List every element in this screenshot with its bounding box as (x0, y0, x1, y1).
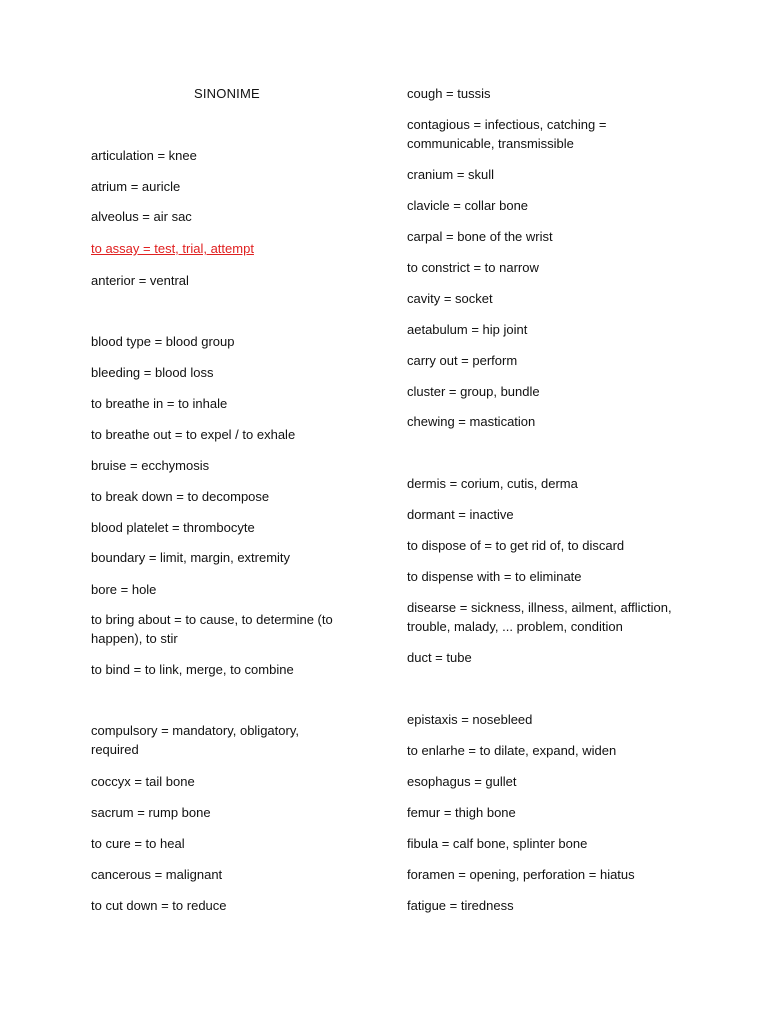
synonym-entry: dormant = inactive (407, 507, 514, 522)
synonym-entry: to constrict = to narrow (407, 260, 539, 275)
synonym-entry: cluster = group, bundle (407, 384, 540, 399)
synonym-entry: coccyx = tail bone (91, 774, 195, 789)
synonym-entry: sacrum = rump bone (91, 805, 211, 820)
synonym-entry: to bring about = to cause, to determine (to happen), to stir (91, 612, 333, 646)
synonym-entry: aetabulum = hip joint (407, 322, 528, 337)
synonym-entry: clavicle = collar bone (407, 198, 529, 213)
synonym-entry: to breathe in = to inhale (91, 396, 228, 411)
synonym-entry: to break down = to decompose (91, 489, 270, 504)
synonym-entry: compulsory = mandatory, obligatory, required (91, 723, 299, 757)
synonym-entry: cancerous = malignant (91, 867, 223, 882)
synonym-entry: dermis = corium, cutis, derma (407, 476, 578, 491)
synonym-entry: blood platelet = thrombocyte (91, 520, 255, 535)
synonym-entry: anterior = ventral (91, 273, 189, 288)
synonym-entry: bleeding = blood loss (91, 365, 214, 380)
synonym-entry: to enlarhe = to dilate, expand, widen (407, 743, 617, 758)
synonym-entry: articulation = knee (91, 148, 197, 163)
synonym-entry: alveolus = air sac (91, 209, 192, 224)
synonym-entry: atrium = auricle (91, 179, 181, 194)
synonym-entry: fibula = calf bone, splinter bone (407, 836, 588, 851)
synonym-entry: boundary = limit, margin, extremity (91, 550, 291, 565)
synonym-entry: cranium = skull (407, 167, 495, 182)
synonym-entry: cough = tussis (407, 86, 491, 101)
synonym-entry: fatigue = tiredness (407, 898, 514, 913)
synonym-entry: contagious = infectious, catching = communicable, transmissible (407, 117, 607, 151)
synonym-entry: disearse = sickness, illness, ailment, affliction, trouble, malady, ... problem, condition (407, 600, 672, 634)
synonym-entry: carry out = perform (407, 353, 518, 368)
synonym-entry: esophagus = gullet (407, 774, 517, 789)
synonym-entry-highlighted: to assay = test, trial, attempt (91, 241, 254, 256)
synonym-entry: foramen = opening, perforation = hiatus (407, 867, 635, 882)
synonym-entry: to dispense with = to eliminate (407, 569, 582, 584)
synonym-entry: bore = hole (91, 582, 157, 597)
synonym-entry: chewing = mastication (407, 414, 536, 429)
synonym-entry: duct = tube (407, 650, 472, 665)
synonym-entry: to cut down = to reduce (91, 898, 227, 913)
synonym-entry: to bind = to link, merge, to combine (91, 662, 294, 677)
synonym-entry: blood type = blood group (91, 334, 235, 349)
synonym-entry: femur = thigh bone (407, 805, 516, 820)
synonym-entry: cavity = socket (407, 291, 493, 306)
synonym-entry: carpal = bone of the wrist (407, 229, 553, 244)
synonym-entry: epistaxis = nosebleed (407, 712, 533, 727)
synonym-entry: bruise = ecchymosis (91, 458, 210, 473)
page-title: SINONIME (194, 86, 260, 101)
synonym-entry: to breathe out = to expel / to exhale (91, 427, 296, 442)
synonym-entry: to cure = to heal (91, 836, 185, 851)
synonym-entry: to dispose of = to get rid of, to discard (407, 538, 625, 553)
